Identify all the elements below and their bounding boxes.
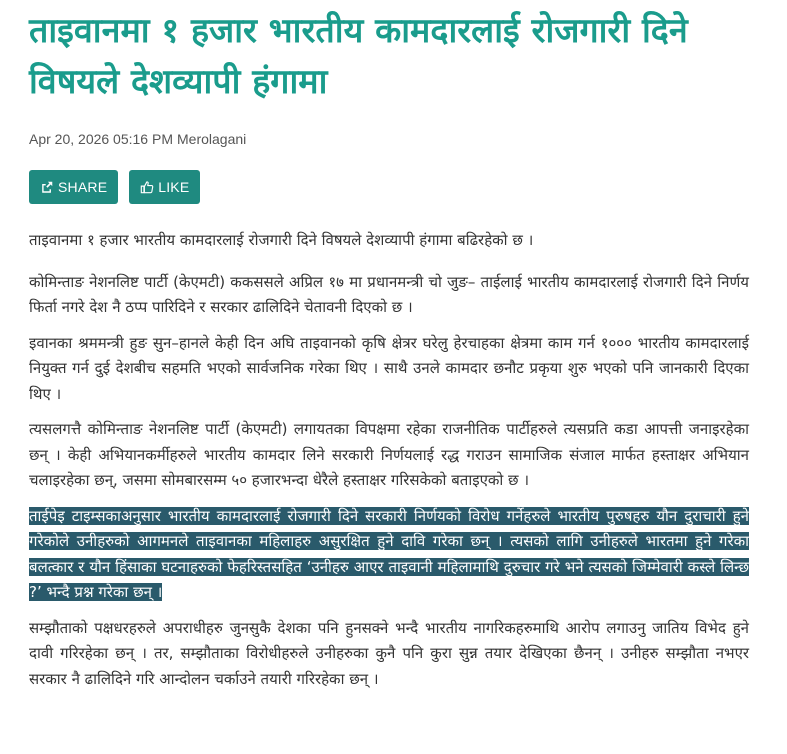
article — [29, 6, 749, 702]
thumbs-up-icon — [140, 180, 154, 194]
paragraph: त्यसलगत्तै कोमिन्ताङ नेशनलिष्ट पार्टी (केएमटी) लगायतका विपक्षमा रहेका राजनीतिक पार्टीहरुले त्यसप्रति कडा आपत्ती जनाइरहेका छन् । केही अभियानकर्मीहरुले भारतीय कामदार लिने सरकारी निर्णयलाई रद्ध गराउन सामाजिक संजाल मार्फत हस्ताक्षर अभियान चलाइरहेका छन्, जसमा सोमबारसम्म ५० हजारभन्दा धेरैले हस्ताक्षर गरिसकेको बताइएको छ । — [29, 420, 749, 489]
like-label: LIKE — [158, 179, 190, 195]
article-body — [29, 228, 749, 692]
action-bar — [29, 170, 749, 204]
share-button[interactable] — [29, 170, 118, 204]
selected-text: ताईपेइ टाइम्सकाअनुसार भारतीय कामदारलाई रोजगारी दिने सरकारी निर्णयको विरोध गर्नेहरुले भारतीय पुरुषहरु यौन दुराचारी हुने गरेकोले उनीहरुको आगमनले ताइवानका महिलाहरु असुरक्षित हुने दावि गरेका छन् । त्यसको लागि उनीहरुले भारतमा हुने गरेका बलत्कार र यौन हिंसाका घटनाहरुको फेहरिस्तसहित ‘उनीहरु आएर ताइवानी महिलामाथि दुरुचार गरे भने त्यसको जिम्मेवारी कस्ले लिन्छ ?’ भन्दै प्रश्न गरेका छन् । — [29, 506, 749, 601]
paragraph: कोमिन्ताङ नेशनलिष्ट पार्टी (केएमटी) ककससले अप्रिल १७ मा प्रधानमन्त्री चो जुङ– ताईलाई भारतीय कामदारलाई रोजगारी दिने निर्णय फिर्ता नगरे देश नै ठप्प पारिदिने र सरकार ढालिदिने चेतावनी दिएको छ । — [29, 272, 749, 316]
article-meta — [29, 130, 749, 148]
publish-date: Apr 20, 2026 05:16 PM — [29, 131, 173, 147]
paragraph: इवानका श्रममन्त्री हुङ सुन–हानले केही दिन अघि ताइवानको कृषि क्षेत्रर घरेलु हेरचाहका क्षेत्रमा काम गर्न १००० भारतीय कामदारलाई नियुक्त गर्न दुई देशबीच सहमति भएको सार्वजनिक गरेका थिए । साथै उनले कामदार छनौट प्रकृया शुरु भएको पनि जानकारी दिएका थिए । — [29, 333, 749, 403]
share-label: SHARE — [58, 179, 108, 195]
paragraph: ताइवानमा १ हजार भारतीय कामदारलाई रोजगारी दिने विषयले देशव्यापी हंगामा बढिरहेको छ । — [29, 231, 534, 249]
share-square-icon — [40, 180, 54, 194]
source-name: Merolagani — [177, 131, 247, 147]
paragraph: सम्झौताको पक्षधरहरुले अपराधीहरु जुनसुकै देशका पनि हुनसक्ने भन्दै भारतीय नागरिकहरुमाथि आरोप लगाउनु जातिय विभेद हुने दावी गरिरहेका छन् । तर, सम्झौताका विरोधीहरुले उनीहरुका कुनै पनि कुरा सुन्न तयार देखिएका छैनन् । उनीहरु सम्झौता नभएर सरकार नै ढालिदिने गरि आन्दोलन चर्काउने तयारी गरिरहेका छन् । — [29, 618, 749, 688]
article-title: ताइवानमा १ हजार भारतीय कामदारलाई रोजगारी दिने विषयले देशव्यापी हंगामा — [29, 11, 688, 102]
like-button[interactable] — [129, 170, 200, 204]
highlighted-paragraph — [29, 504, 749, 606]
